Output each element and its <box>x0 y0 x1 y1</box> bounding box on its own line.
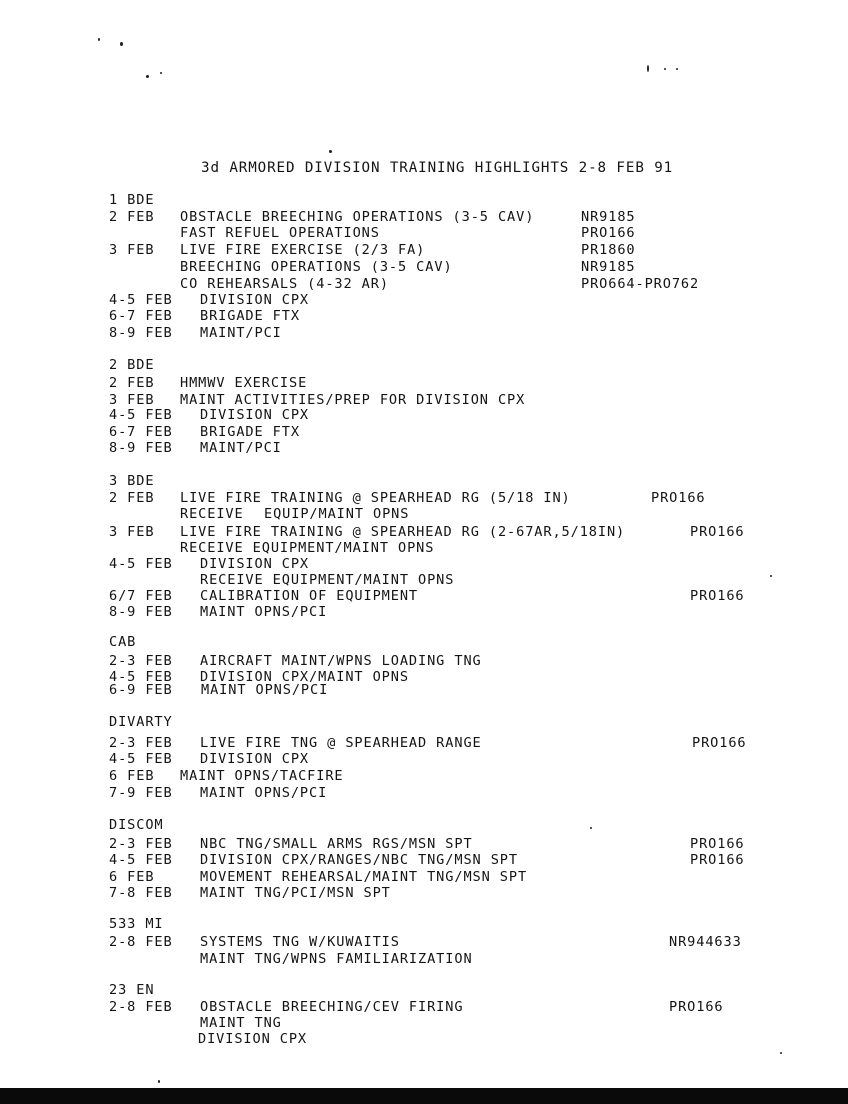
schedule-date: 2 FEB <box>109 490 155 506</box>
schedule-activity: HMMWV EXERCISE <box>180 375 308 391</box>
scan-speck <box>676 68 678 70</box>
schedule-activity: MAINT/PCI <box>200 325 282 341</box>
schedule-date: 1 BDE <box>109 192 155 208</box>
schedule-activity: FAST REFUEL OPERATIONS <box>180 225 380 241</box>
scan-edge-bar <box>0 1088 848 1104</box>
schedule-reference: NR9185 <box>581 259 636 275</box>
schedule-date: 8-9 FEB <box>109 440 173 456</box>
schedule-date: 4-5 FEB <box>109 669 173 685</box>
schedule-reference: PRO166 <box>692 735 747 751</box>
schedule-reference: NR9185 <box>581 209 636 225</box>
scan-speck <box>664 68 666 70</box>
schedule-date: 3 FEB <box>109 392 155 408</box>
schedule-date: 2 FEB <box>109 375 155 391</box>
schedule-date: 4-5 FEB <box>109 751 173 767</box>
schedule-activity: MAINT OPNS/PCI <box>201 682 329 698</box>
schedule-date: 2-8 FEB <box>109 999 173 1015</box>
schedule-date: 8-9 FEB <box>109 325 173 341</box>
schedule-reference: PR1860 <box>581 242 636 258</box>
schedule-activity: OBSTACLE BREECHING OPERATIONS (3-5 CAV) <box>180 209 535 225</box>
schedule-activity: CO REHEARSALS (4-32 AR) <box>180 276 389 292</box>
schedule-date: 7-9 FEB <box>109 785 173 801</box>
schedule-date: 2-3 FEB <box>109 735 173 751</box>
schedule-date: 2 BDE <box>109 357 155 373</box>
schedule-text-prefix: RECEIVE <box>180 506 244 522</box>
schedule-activity: DIVISION CPX <box>200 751 310 767</box>
schedule-activity: NBC TNG/SMALL ARMS RGS/MSN SPT <box>200 836 473 852</box>
schedule-date: 6/7 FEB <box>109 588 173 604</box>
schedule-reference: PRO166 <box>690 852 745 868</box>
schedule-reference: NR944633 <box>669 934 742 950</box>
schedule-activity: DIVISION CPX <box>198 1031 308 1047</box>
schedule-date: 3 FEB <box>109 242 155 258</box>
schedule-activity: DIVISION CPX <box>200 292 310 308</box>
schedule-date: 8-9 FEB <box>109 604 173 620</box>
schedule-activity: MAINT ACTIVITIES/PREP FOR DIVISION CPX <box>180 392 526 408</box>
schedule-date: 6-9 FEB <box>109 682 173 698</box>
scan-speck <box>647 65 649 72</box>
schedule-activity: BRIGADE FTX <box>200 424 300 440</box>
schedule-date: 6 FEB <box>109 869 155 885</box>
schedule-date: 2-3 FEB <box>109 836 173 852</box>
schedule-date: 6 FEB <box>109 768 155 784</box>
schedule-activity: MOVEMENT REHEARSAL/MAINT TNG/MSN SPT <box>200 869 528 885</box>
schedule-activity: LIVE FIRE EXERCISE (2/3 FA) <box>180 242 426 258</box>
schedule-reference: PRO166 <box>669 999 724 1015</box>
schedule-activity: RECEIVE EQUIPMENT/MAINT OPNS <box>200 572 455 588</box>
scan-speck <box>590 827 592 829</box>
schedule-activity: BREECHING OPERATIONS (3-5 CAV) <box>180 259 453 275</box>
schedule-activity: LIVE FIRE TRAINING @ SPEARHEAD RG (2-67AR,5/18IN) <box>180 524 626 540</box>
scan-speck <box>158 1080 160 1083</box>
schedule-activity: LIVE FIRE TRAINING @ SPEARHEAD RG (5/18 IN) <box>180 490 571 506</box>
schedule-activity: MAINT TNG/WPNS FAMILIARIZATION <box>200 951 473 967</box>
schedule-activity: MAINT OPNS/PCI <box>200 604 328 620</box>
schedule-activity: BRIGADE FTX <box>200 308 300 324</box>
scan-speck <box>146 75 149 78</box>
schedule-date: 4-5 FEB <box>109 292 173 308</box>
schedule-reference: PRO664-PRO762 <box>581 276 700 292</box>
schedule-activity: DIVISION CPX <box>200 556 310 572</box>
schedule-activity: MAINT/PCI <box>200 440 282 456</box>
schedule-date: 3 BDE <box>109 473 155 489</box>
schedule-date: DIVARTY <box>109 714 173 730</box>
schedule-activity: EQUIP/MAINT OPNS <box>264 506 410 522</box>
schedule-reference: PRO166 <box>581 225 636 241</box>
schedule-date: 2 FEB <box>109 209 155 225</box>
schedule-date: 533 MI <box>109 916 164 932</box>
schedule-date: 6-7 FEB <box>109 424 173 440</box>
schedule-date: CAB <box>109 634 137 650</box>
schedule-activity: MAINT OPNS/PCI <box>200 785 328 801</box>
scan-speck <box>780 1052 782 1054</box>
schedule-activity: AIRCRAFT MAINT/WPNS LOADING TNG <box>200 653 482 669</box>
schedule-date: 2-8 FEB <box>109 934 173 950</box>
schedule-activity: DIVISION CPX/MAINT OPNS <box>200 669 409 685</box>
schedule-activity: MAINT TNG <box>200 1015 282 1031</box>
scan-speck <box>160 72 162 74</box>
schedule-date: 6-7 FEB <box>109 308 173 324</box>
schedule-activity: LIVE FIRE TNG @ SPEARHEAD RANGE <box>200 735 482 751</box>
schedule-activity: MAINT TNG/PCI/MSN SPT <box>200 885 391 901</box>
schedule-activity: MAINT OPNS/TACFIRE <box>180 768 344 784</box>
schedule-activity: SYSTEMS TNG W/KUWAITIS <box>200 934 400 950</box>
schedule-activity: OBSTACLE BREECHING/CEV FIRING <box>200 999 464 1015</box>
scan-speck <box>120 42 123 46</box>
schedule-activity: DIVISION CPX/RANGES/NBC TNG/MSN SPT <box>200 852 518 868</box>
schedule-date: 4-5 FEB <box>109 556 173 572</box>
schedule-activity: CALIBRATION OF EQUIPMENT <box>200 588 419 604</box>
scan-speck <box>98 38 100 41</box>
schedule-activity: DIVISION CPX <box>200 407 310 423</box>
schedule-reference: PRO166 <box>690 524 745 540</box>
schedule-date: 2-3 FEB <box>109 653 173 669</box>
schedule-date: 3 FEB <box>109 524 155 540</box>
document-title: 3d ARMORED DIVISION TRAINING HIGHLIGHTS 2-8 FEB 91 <box>201 160 674 176</box>
schedule-date: 7-8 FEB <box>109 885 173 901</box>
schedule-activity: RECEIVE EQUIPMENT/MAINT OPNS <box>180 540 435 556</box>
scan-speck <box>770 575 772 577</box>
schedule-reference: PRO166 <box>690 588 745 604</box>
schedule-date: 4-5 FEB <box>109 852 173 868</box>
schedule-date: 23 EN <box>109 982 155 998</box>
schedule-reference: PRO166 <box>651 490 706 506</box>
schedule-reference: PRO166 <box>690 836 745 852</box>
scan-speck <box>329 150 332 153</box>
schedule-date: DISCOM <box>109 817 164 833</box>
schedule-date: 4-5 FEB <box>109 407 173 423</box>
